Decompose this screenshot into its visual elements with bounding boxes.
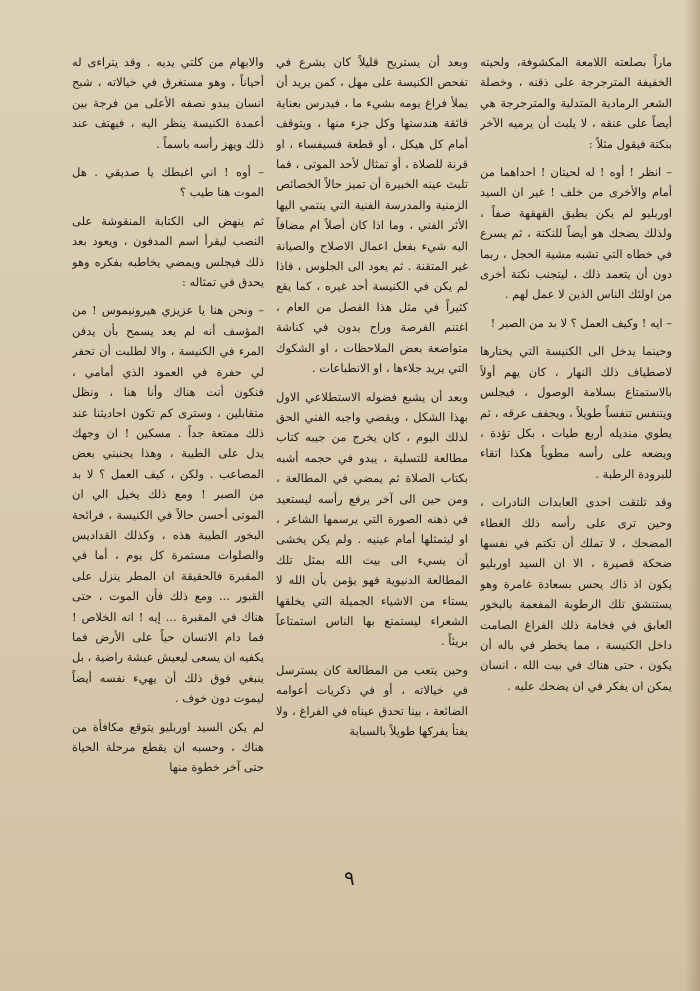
paragraph: وحين يتعب من المطالعة كان يسترسل في خيالاته ، أو في ذكريات أعوامه الضائعة ، بينا تحدق عيناه في الفراغ ، ولا يفتأ يفركها طويلاً بالسبابة: [276, 662, 468, 738]
paragraph: – ايه ! وكيف العمل ؟ لا بد من الصبر !: [490, 315, 672, 330]
paragraph: لم يكن السيد اوربليو يتوقع مكافأة من هناك ، وحسبه ان يقطع مرحلة الحياة حتى آخر خطوة منها: [72, 719, 264, 775]
column-left: [72, 52, 264, 852]
page-number: ٩: [344, 866, 355, 890]
paragraph: – أوه ! اني اغبطك يا صديقي . هل الموت هنا طيب ؟: [72, 165, 264, 200]
text-columns: [72, 52, 672, 852]
paragraph: ثم ينهض الى الكتابة المنقوشة على النصب ليقرأ اسم المدفون ، ويعود بعد ذلك فيجلس ويمضي يخاطبه بفكره وهو يحدق في تمثاله :: [72, 213, 264, 290]
paragraph: ماراً بصلعته اللامعة المكشوفة، ولحيته الخفيفة المترجرجة على ذقنه ، وخصلة الشعر الرمادية المتدلية والمترجرجة هي أيضاً على عنقه ، لا يلبث أن يرميه الآخر بنكتة فيقول مثلاً :: [480, 55, 672, 151]
paragraph: والابهام من كلتي يديه . وقد يتراءى له أحياناً ، وهو مستغرق في خيالاته ، شبح انسان يبدو نصفه الأعلى من فرجة بين أعمدة الكنيسة ينظر اليه ، فيهتف عند ذلك ويهز رأسه باسماً .: [72, 55, 264, 151]
paragraph: – ونحن هنا يا عزيزي هيرونيموس ! من المؤسف أنه لم يعد يسمح بأن يدفن المرء في الكنيسة ، والا لطلبت أن تحفر لي حفرة في العمود الذي أمامي ، فنكون أنت هناك وأنا هنا ، ونظل متقابلين ، وسترى كم تكون احاديثنا عند ذلك ممتعة جداً . مسكين ! ان وجهك يدل على الطيبة ، وهذا يجنبني بعض المصاعب . ولكن ، كيف العمل ؟ لا بد من الصبر ! ومع ذلك يخيل الي ان الموتى أحسن حالاً في الكنيسة ، فرائحة البخور الطيبة هذه ، وكذلك القداديس والصلوات مستمرة كل يوم ، أما في المقبرة فالحقيقة ان المطر ينزل على القبور ... ومع ذلك فأن الموت ، حتى هناك في المقبرة ... إيه ! انه الخلاص ! فما دام الانسان حياً على الأرض فما يكفيه ان يسعى ليعيش عيشة راضية ، بل ينبغي فوق ذلك أن يهيء نفسه أيضاً ليموت دون خوف .: [72, 303, 264, 706]
paragraph: وحينما يدخل الى الكنيسة التي يختارها لاصطياف ذلك النهار ، كان يهم أولاً بالاستمتاع بسلامة الوصول ، فيجلس ويتنفس تنفساً طويلاً ، ويجفف عرقه ، ثم يطوي منديله أربع طيات ، بكل تؤدة ، ويضعه على رأسه مطوياً هكذا اتقاء للبرودة الرطبة .: [480, 344, 672, 481]
page-edge-shadow: [684, 0, 700, 991]
paragraph: وقد تلتقت احدى العابدات النادرات ، وحين ترى على رأسه ذلك الغطاء المضحك ، لا تملك أن تكتم في نفسها ضحكة قصيرة ، الا ان السيد اوربليو يكون اذ ذاك يحس بسعادة غامرة وهو يستنشق تلك الرطوبة المفعمة بالبخور العابق في فخامة ذلك الفراغ الصامت داخل الكنيسة ، مما يخطر في باله أن يكون ، حتى هناك في بيت الله ، انسان يمكن ان يفكر في ان يضحك عليه .: [480, 495, 672, 693]
column-right: [480, 52, 672, 852]
paragraph: وبعد أن يشبع فضوله الاستطلاعي الاول بهذا الشكل ، ويقضي واجبه الفني الحق لذلك اليوم ، كان يخرج من جيبه كتاب مطالعة للتسلية ، يبدو في حجمه أشبه بكتاب الصلاة ثم يمضي في المطالعة ، ومن حين الى آخر يرفع رأسه ليستعيد في ذهنه الصورة التي يرسمها الشاعر ، او ليتمثلها أمام عينيه . ولم يكن يخشى أن يسيء الى بيت الله بمثل تلك المطالعة الدنيوية فهو يؤمن بأن الله لا يستاء من الاشياء الجميلة التي يخلقها الشعراء ليستمتع بها الناس استمتاعاً بريئاً .: [276, 389, 468, 649]
paragraph: – انظر ! أوه ! له لحيتان ! احداهما من أمام والأخرى من خلف ! غير ان السيد اوربليو لم يكن يطيق القهقهة صفاً ، ولذلك يضحك هو أيضاً للنكتة ، ثم يسرع في خطاه التي تشبه مشية الحجل ، ربما دون أن يتعمد ذلك ، ليتجنب نكتة أخرى من اولئك الناس الذين لا عمل لهم .: [480, 165, 672, 302]
paragraph: وبعد أن يستريح قليلاً كان يشرع في تفحص الكنيسة على مهل ، كمن يريد أن يملأ فراغ يومه بشيء ما ، فيدرس بعناية فائقة هندستها وكل جزء منها ، ويتوقف أمام كل هيكل ، أو قطعة فسيفساء ، او قرنة للصلاة ، أو تمثال لأحد الموتى ، فما تلبث عينه الخبيرة أن تميز حالاً الخصائص الزمنية والمدرسة الفنية التي ينتمي اليها الأثر الفني ، وما اذا كان أصلاً ام مضافاً اليه شيء بفعل اعمال الاصلاح والصيانة غير المتقنة . ثم يعود الى الجلوس ، فاذا لم يكن في الكنيسة أحد غيره ، كما يقع كثيراً في مثل هذا الفصل من العام ، اغتنم الفرصة وراح يدون في كناشة متواضعة بعض الملاحظات ، او الشكوك التي يريد جلاءها ، او الانطباعات .: [276, 55, 468, 376]
column-middle: [276, 52, 468, 852]
